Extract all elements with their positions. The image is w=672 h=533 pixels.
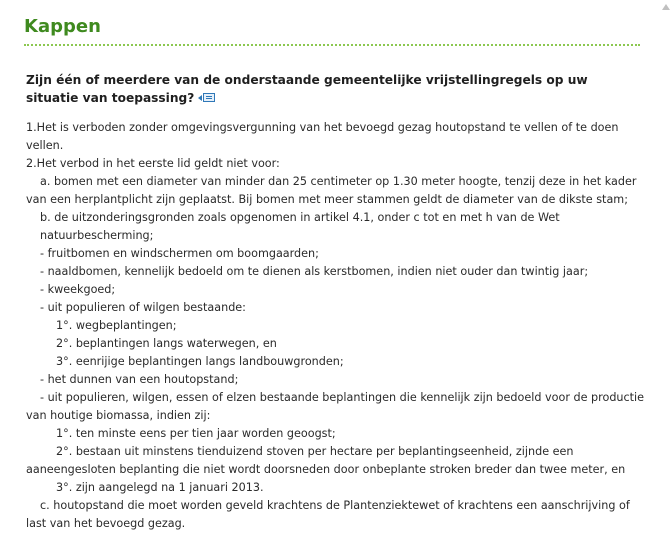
rule-paragraph-2: 2.Het verbod in het eerste lid geldt niet voor: <box>26 157 280 170</box>
rule-item-b: b. de uitzonderingsgronden zoals opgenomen in artikel 4.1, onder c tot en met h van de Wet natuurbescherming; <box>40 211 560 242</box>
title-divider <box>24 44 640 46</box>
rule-item-a: a. bomen met een diameter van minder dan 25 centimeter op 1.30 meter hoogte, tenzij deze in het kader van een herplantplicht zijn geplaatst. Bij bomen met meer stammen geldt de diameter van de dikste stam; <box>26 175 637 206</box>
rule-paragraph-1: 1.Het is verboden zonder omgevingsvergunning van het bevoegd gezag houtopstand te vellen of te doen vellen. <box>26 121 619 152</box>
section-title: Kappen <box>24 16 101 37</box>
vertical-scrollbar[interactable] <box>662 0 672 512</box>
rule-subitem: 3°. eenrijige beplantingen langs landbouwgronden; <box>56 355 344 368</box>
question-block <box>26 71 636 107</box>
question-text: Zijn één of meerdere van de onderstaande gemeentelijke vrijstellingregels op uw situatie van toepassing? <box>26 73 588 105</box>
rule-subitem: 3°. zijn aangelegd na 1 januari 2013. <box>56 481 264 494</box>
rule-subitem: 1°. ten minste eens per tien jaar worden geoogst; <box>56 427 336 440</box>
rule-bullet: - naaldbomen, kennelijk bedoeld om te dienen als kerstbomen, indien niet ouder dan twintig jaar; <box>40 265 589 278</box>
exemption-rules <box>26 119 652 533</box>
rule-bullet: - uit populieren, wilgen, essen of elzen bestaande beplantingen die kennelijk zijn bedoeld voor de productie van houtige biomassa, indien zij: <box>26 391 645 422</box>
rule-bullet: - uit populieren of wilgen bestaande: <box>40 301 246 314</box>
rule-bullet: - fruitbomen en windschermen om boomgaarden; <box>40 247 319 260</box>
rule-bullet: - kweekgoed; <box>40 283 116 296</box>
rule-subitem: 1°. wegbeplantingen; <box>56 319 177 332</box>
rule-item-c: c. houtopstand die moet worden geveld krachtens de Plantenziektewet of krachtens een aanschrijving of last van het bevoegd gezag. <box>26 499 630 530</box>
rule-subitem: 2°. bestaan uit minstens tienduizend stoven per hectare per beplantingseenheid, zijnde een aaneengesloten beplanting die niet wordt doorsneden door onbeplante stroken breder dan twee meter, en <box>26 445 626 476</box>
scroll-up-arrow-icon[interactable] <box>662 4 670 10</box>
rule-subitem: 2°. beplantingen langs waterwegen, en <box>56 337 277 350</box>
rule-bullet: - het dunnen van een houtopstand; <box>40 373 239 386</box>
help-info-icon[interactable] <box>198 93 216 103</box>
